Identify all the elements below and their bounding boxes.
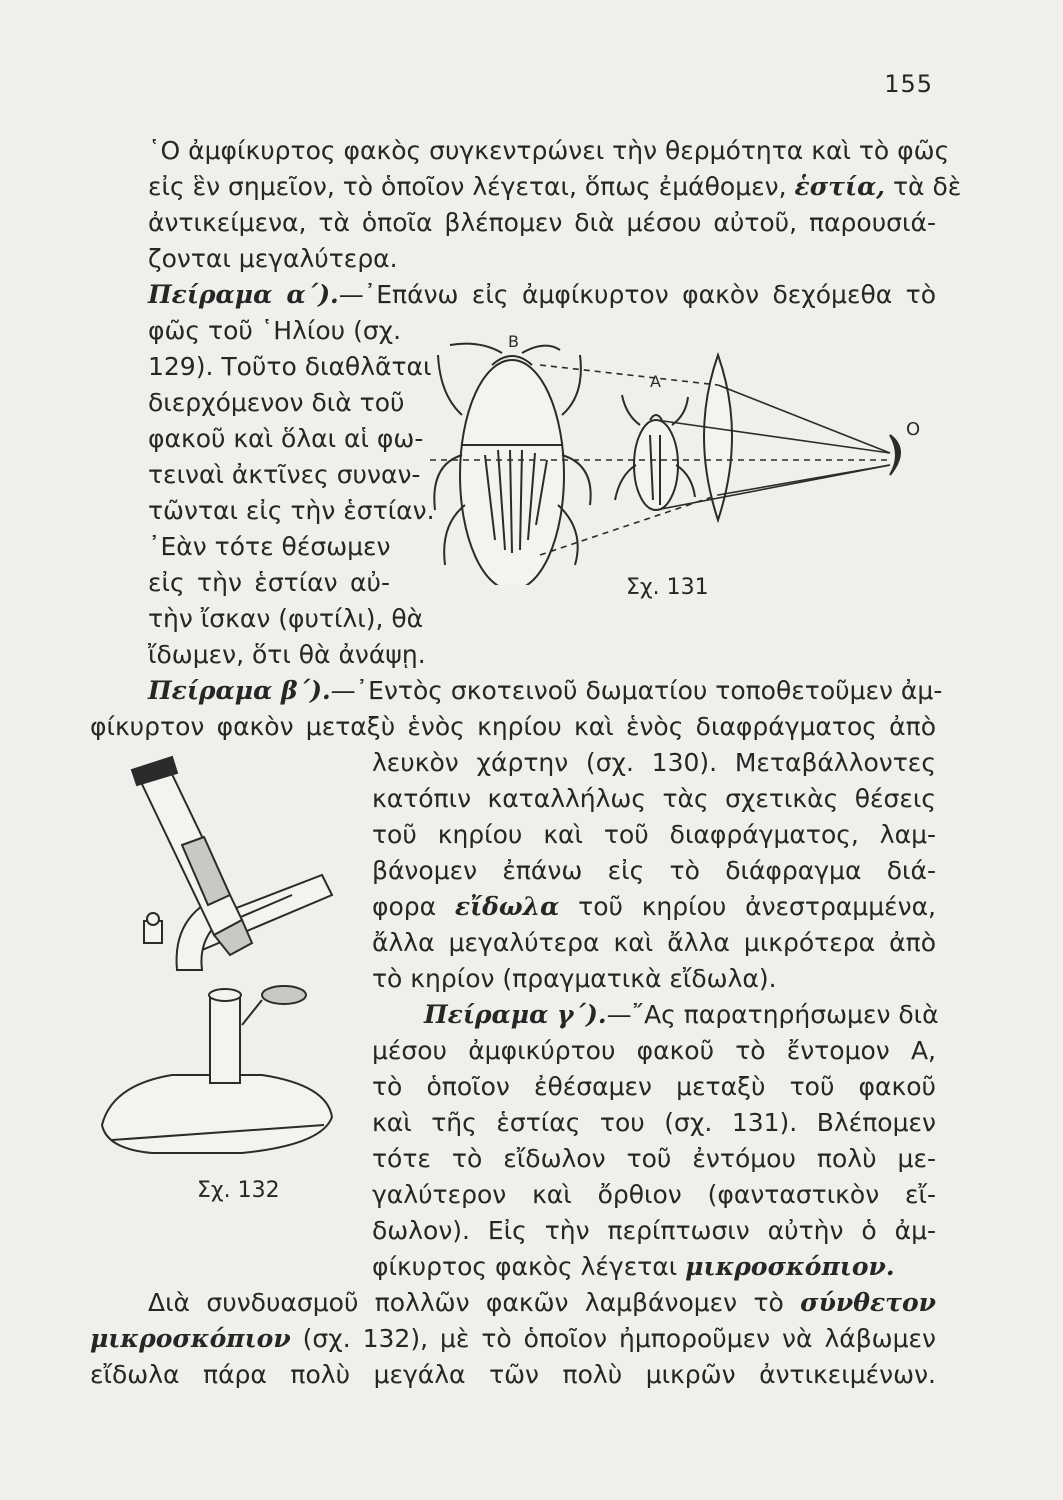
figure-132-caption: Σχ. 132 xyxy=(197,1178,280,1203)
text-line: δωλον). Εἰς τὴν περίπτωσιν αὐτὴν ὁ ἀμ- xyxy=(372,1216,936,1245)
text-line: φορα εἴδωλα τοῦ κηρίου ἀνεστραμμένα, xyxy=(372,892,937,921)
text-line: γαλύτερον καὶ ὄρθιον (φανταστικὸν εἴ- xyxy=(372,1180,936,1209)
figure-131-illustration xyxy=(410,325,950,585)
insect-a xyxy=(634,420,678,510)
text-line: ζονται μεγαλύτερα. xyxy=(148,244,398,273)
text-line: Πείραμα α΄).—᾿Επάνω εἰς ἀμφίκυρτον φακὸν δεχόμεθα τὸ xyxy=(148,280,936,309)
experiment-b-heading: Πείραμα β΄). xyxy=(148,676,331,705)
emphasis-term: μικροσκόπιον xyxy=(90,1324,291,1353)
text-line: τὸ κηρίον (πραγματικὰ εἴδωλα). xyxy=(372,964,777,993)
text-line: τῶνται εἰς τὴν ἑστίαν. xyxy=(148,496,435,525)
text-line: φακοῦ καὶ ὅλαι αἱ φω- xyxy=(148,424,424,453)
emphasis-term: μικροσκόπιον. xyxy=(685,1252,895,1281)
page-number: 155 xyxy=(884,70,933,98)
text-line: τὸ ὁποῖον ἐθέσαμεν μεταξὺ τοῦ φακοῦ xyxy=(372,1072,936,1101)
text-line: εἰς τὴν ἑστίαν αὐ- xyxy=(148,568,390,597)
experiment-a-heading: Πείραμα α΄). xyxy=(148,280,339,309)
text-line: 129). Τοῦτο διαθλᾶται xyxy=(148,352,432,381)
text-line: Πείραμα γ΄).—῎Ας παρατηρήσωμεν διὰ xyxy=(424,1000,939,1029)
text-line: διερχόμενον διὰ τοῦ xyxy=(148,388,405,417)
text-line: ᾿Εὰν τότε θέσωμεν xyxy=(148,532,391,561)
text-line: εἰς ἓν σημεῖον, τὸ ὁποῖον λέγεται, ὅπως ἐμάθομεν, ἑστία, τὰ δὲ xyxy=(148,172,962,201)
text-line: φίκυρτος φακὸς λέγεται μικροσκόπιον. xyxy=(372,1252,895,1281)
text-line: μικροσκόπιον (σχ. 132), μὲ τὸ ὁποῖον ἠμποροῦμεν νὰ λάβωμεν xyxy=(90,1324,937,1353)
text-line: τειναὶ ἀκτῖνες συναν- xyxy=(148,460,421,489)
text-line: τὴν ἴσκαν (φυτίλι), θὰ xyxy=(148,604,424,633)
label-a: A xyxy=(650,372,661,391)
text-line: ῾Ο ἀμφίκυρτος φακὸς συγκεντρώνει τὴν θερμότητα καὶ τὸ φῶς xyxy=(148,136,950,165)
experiment-c-heading: Πείραμα γ΄). xyxy=(424,1000,607,1029)
label-b: B xyxy=(508,332,519,351)
text-line: ἄλλα μεγαλύτερα καὶ ἄλλα μικρότερα ἀπὸ xyxy=(372,928,936,957)
text-line: φῶς τοῦ ῾Ηλίου (σχ. xyxy=(148,316,402,345)
text-line: τότε τὸ εἴδωλον τοῦ ἐντόμου πολὺ με- xyxy=(372,1144,936,1173)
text-line: φίκυρτον φακὸν μεταξὺ ἑνὸς κηρίου καὶ ἑνὸς διαφράγματος ἀπὸ xyxy=(90,712,936,741)
text-line: τοῦ κηρίου καὶ τοῦ διαφράγματος, λαμ- xyxy=(372,820,936,849)
text-line: Διὰ συνδυασμοῦ πολλῶν φακῶν λαμβάνομεν τὸ σύνθετον xyxy=(148,1288,936,1317)
eye-icon xyxy=(890,435,900,475)
text-line: κατόπιν καταλλήλως τὰς σχετικὰς θέσεις xyxy=(372,784,936,813)
emphasis-term: ἑστία, xyxy=(794,172,886,201)
emphasis-term: εἴδωλα xyxy=(454,892,560,921)
text-line: ἴδωμεν, ὅτι θὰ ἀνάψῃ. xyxy=(148,640,426,669)
text-line: εἴδωλα πάρα πολὺ μεγάλα τῶν πολὺ μικρῶν ἀντικειμένων. xyxy=(90,1360,936,1389)
text-line: Πείραμα β΄).—᾿Εντὸς σκοτεινοῦ δωματίου τοποθετοῦμεν ἀμ- xyxy=(148,676,943,705)
figure-131-caption: Σχ. 131 xyxy=(626,575,709,600)
text-line: καὶ τῆς ἑστίας του (σχ. 131). Βλέπομεν xyxy=(372,1108,936,1137)
figure-132-illustration xyxy=(92,745,352,1165)
text-line: βάνομεν ἐπάνω εἰς τὸ διάφραγμα διά- xyxy=(372,856,936,885)
text-line: λευκὸν χάρτην (σχ. 130). Μεταβάλλοντες xyxy=(372,748,936,777)
emphasis-term: σύνθετον xyxy=(800,1288,936,1317)
text-line: ἀντικείμενα, τὰ ὁποῖα βλέπομεν διὰ μέσου αὐτοῦ, παρουσιά- xyxy=(148,208,936,237)
label-o: O xyxy=(906,419,921,440)
text-line: μέσου ἀμφικύρτου φακοῦ τὸ ἔντομον Α, xyxy=(372,1036,936,1065)
